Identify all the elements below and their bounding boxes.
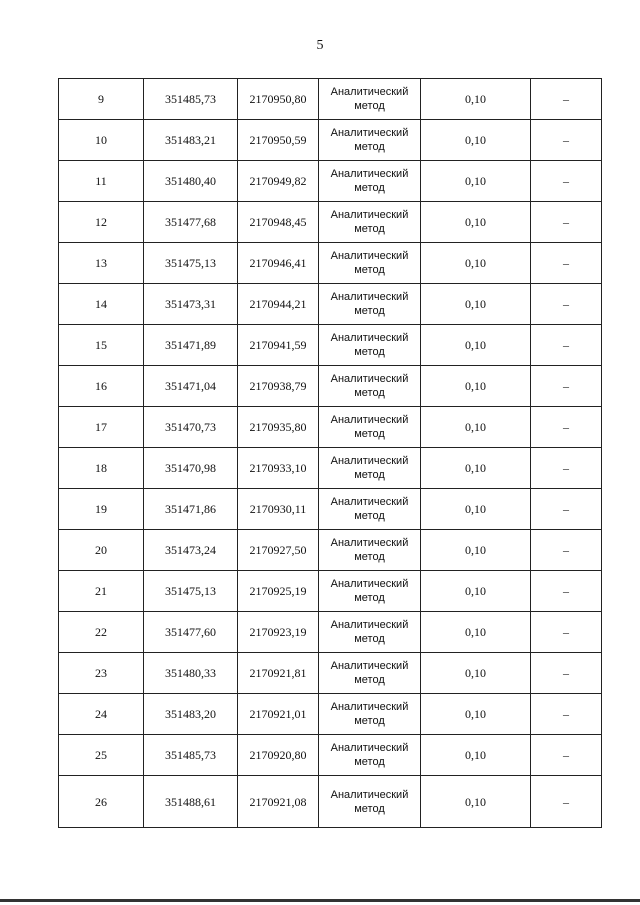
point-number-cell: 17 bbox=[59, 407, 144, 448]
accuracy-cell: 0,10 bbox=[421, 530, 531, 571]
x-coordinate-cell: 351475,13 bbox=[144, 571, 238, 612]
note-cell: – bbox=[531, 530, 602, 571]
x-coordinate-cell: 351485,73 bbox=[144, 79, 238, 120]
x-coordinate-cell: 351483,21 bbox=[144, 120, 238, 161]
accuracy-cell: 0,10 bbox=[421, 161, 531, 202]
table-row bbox=[59, 161, 602, 202]
y-coordinate-cell: 2170949,82 bbox=[238, 161, 319, 202]
note-cell: – bbox=[531, 325, 602, 366]
x-coordinate-cell: 351485,73 bbox=[144, 735, 238, 776]
method-cell: Аналитический метод bbox=[319, 79, 421, 120]
x-coordinate-cell: 351473,24 bbox=[144, 530, 238, 571]
note-cell: – bbox=[531, 366, 602, 407]
method-cell: Аналитический метод bbox=[319, 776, 421, 828]
x-coordinate-cell: 351488,61 bbox=[144, 776, 238, 828]
method-cell: Аналитический метод bbox=[319, 161, 421, 202]
note-cell: – bbox=[531, 120, 602, 161]
y-coordinate-cell: 2170927,50 bbox=[238, 530, 319, 571]
table-row bbox=[59, 653, 602, 694]
method-cell: Аналитический метод bbox=[319, 366, 421, 407]
y-coordinate-cell: 2170950,59 bbox=[238, 120, 319, 161]
point-number-cell: 24 bbox=[59, 694, 144, 735]
note-cell: – bbox=[531, 202, 602, 243]
y-coordinate-cell: 2170921,08 bbox=[238, 776, 319, 828]
table-row bbox=[59, 284, 602, 325]
note-cell: – bbox=[531, 694, 602, 735]
accuracy-cell: 0,10 bbox=[421, 202, 531, 243]
note-cell: – bbox=[531, 161, 602, 202]
y-coordinate-cell: 2170950,80 bbox=[238, 79, 319, 120]
accuracy-cell: 0,10 bbox=[421, 366, 531, 407]
accuracy-cell: 0,10 bbox=[421, 653, 531, 694]
method-cell: Аналитический метод bbox=[319, 530, 421, 571]
x-coordinate-cell: 351480,40 bbox=[144, 161, 238, 202]
point-number-cell: 22 bbox=[59, 612, 144, 653]
note-cell: – bbox=[531, 776, 602, 828]
accuracy-cell: 0,10 bbox=[421, 571, 531, 612]
method-cell: Аналитический метод bbox=[319, 571, 421, 612]
method-cell: Аналитический метод bbox=[319, 202, 421, 243]
x-coordinate-cell: 351470,73 bbox=[144, 407, 238, 448]
point-number-cell: 26 bbox=[59, 776, 144, 828]
table-row bbox=[59, 202, 602, 243]
accuracy-cell: 0,10 bbox=[421, 448, 531, 489]
y-coordinate-cell: 2170923,19 bbox=[238, 612, 319, 653]
table-row bbox=[59, 243, 602, 284]
note-cell: – bbox=[531, 243, 602, 284]
table-row bbox=[59, 571, 602, 612]
point-number-cell: 16 bbox=[59, 366, 144, 407]
point-number-cell: 12 bbox=[59, 202, 144, 243]
note-cell: – bbox=[531, 489, 602, 530]
coordinates-table bbox=[58, 78, 602, 828]
point-number-cell: 13 bbox=[59, 243, 144, 284]
note-cell: – bbox=[531, 612, 602, 653]
table-body bbox=[59, 79, 602, 828]
accuracy-cell: 0,10 bbox=[421, 776, 531, 828]
point-number-cell: 20 bbox=[59, 530, 144, 571]
y-coordinate-cell: 2170948,45 bbox=[238, 202, 319, 243]
point-number-cell: 11 bbox=[59, 161, 144, 202]
note-cell: – bbox=[531, 653, 602, 694]
x-coordinate-cell: 351480,33 bbox=[144, 653, 238, 694]
method-cell: Аналитический метод bbox=[319, 284, 421, 325]
note-cell: – bbox=[531, 284, 602, 325]
table-row bbox=[59, 79, 602, 120]
note-cell: – bbox=[531, 735, 602, 776]
method-cell: Аналитический метод bbox=[319, 325, 421, 366]
method-cell: Аналитический метод bbox=[319, 735, 421, 776]
table-row bbox=[59, 776, 602, 828]
x-coordinate-cell: 351483,20 bbox=[144, 694, 238, 735]
x-coordinate-cell: 351471,89 bbox=[144, 325, 238, 366]
point-number-cell: 9 bbox=[59, 79, 144, 120]
y-coordinate-cell: 2170946,41 bbox=[238, 243, 319, 284]
accuracy-cell: 0,10 bbox=[421, 407, 531, 448]
x-coordinate-cell: 351475,13 bbox=[144, 243, 238, 284]
table-row bbox=[59, 448, 602, 489]
y-coordinate-cell: 2170921,01 bbox=[238, 694, 319, 735]
point-number-cell: 14 bbox=[59, 284, 144, 325]
accuracy-cell: 0,10 bbox=[421, 243, 531, 284]
x-coordinate-cell: 351477,60 bbox=[144, 612, 238, 653]
y-coordinate-cell: 2170920,80 bbox=[238, 735, 319, 776]
accuracy-cell: 0,10 bbox=[421, 489, 531, 530]
note-cell: – bbox=[531, 448, 602, 489]
table-row bbox=[59, 694, 602, 735]
method-cell: Аналитический метод bbox=[319, 489, 421, 530]
method-cell: Аналитический метод bbox=[319, 243, 421, 284]
table-row bbox=[59, 366, 602, 407]
point-number-cell: 10 bbox=[59, 120, 144, 161]
y-coordinate-cell: 2170935,80 bbox=[238, 407, 319, 448]
accuracy-cell: 0,10 bbox=[421, 694, 531, 735]
accuracy-cell: 0,10 bbox=[421, 79, 531, 120]
x-coordinate-cell: 351477,68 bbox=[144, 202, 238, 243]
accuracy-cell: 0,10 bbox=[421, 120, 531, 161]
note-cell: – bbox=[531, 79, 602, 120]
table-row bbox=[59, 120, 602, 161]
point-number-cell: 19 bbox=[59, 489, 144, 530]
point-number-cell: 15 bbox=[59, 325, 144, 366]
y-coordinate-cell: 2170938,79 bbox=[238, 366, 319, 407]
x-coordinate-cell: 351470,98 bbox=[144, 448, 238, 489]
y-coordinate-cell: 2170944,21 bbox=[238, 284, 319, 325]
page-bottom-edge bbox=[0, 899, 640, 902]
point-number-cell: 23 bbox=[59, 653, 144, 694]
page-number: 5 bbox=[316, 38, 324, 53]
y-coordinate-cell: 2170921,81 bbox=[238, 653, 319, 694]
table-row bbox=[59, 530, 602, 571]
method-cell: Аналитический метод bbox=[319, 694, 421, 735]
accuracy-cell: 0,10 bbox=[421, 325, 531, 366]
method-cell: Аналитический метод bbox=[319, 120, 421, 161]
point-number-cell: 18 bbox=[59, 448, 144, 489]
x-coordinate-cell: 351471,04 bbox=[144, 366, 238, 407]
accuracy-cell: 0,10 bbox=[421, 284, 531, 325]
note-cell: – bbox=[531, 407, 602, 448]
table-row bbox=[59, 325, 602, 366]
method-cell: Аналитический метод bbox=[319, 448, 421, 489]
accuracy-cell: 0,10 bbox=[421, 735, 531, 776]
y-coordinate-cell: 2170933,10 bbox=[238, 448, 319, 489]
y-coordinate-cell: 2170925,19 bbox=[238, 571, 319, 612]
y-coordinate-cell: 2170930,11 bbox=[238, 489, 319, 530]
method-cell: Аналитический метод bbox=[319, 612, 421, 653]
table-row bbox=[59, 735, 602, 776]
note-cell: – bbox=[531, 571, 602, 612]
point-number-cell: 21 bbox=[59, 571, 144, 612]
x-coordinate-cell: 351473,31 bbox=[144, 284, 238, 325]
method-cell: Аналитический метод bbox=[319, 407, 421, 448]
y-coordinate-cell: 2170941,59 bbox=[238, 325, 319, 366]
point-number-cell: 25 bbox=[59, 735, 144, 776]
table-row bbox=[59, 612, 602, 653]
table-row bbox=[59, 407, 602, 448]
method-cell: Аналитический метод bbox=[319, 653, 421, 694]
table-row bbox=[59, 489, 602, 530]
accuracy-cell: 0,10 bbox=[421, 612, 531, 653]
x-coordinate-cell: 351471,86 bbox=[144, 489, 238, 530]
